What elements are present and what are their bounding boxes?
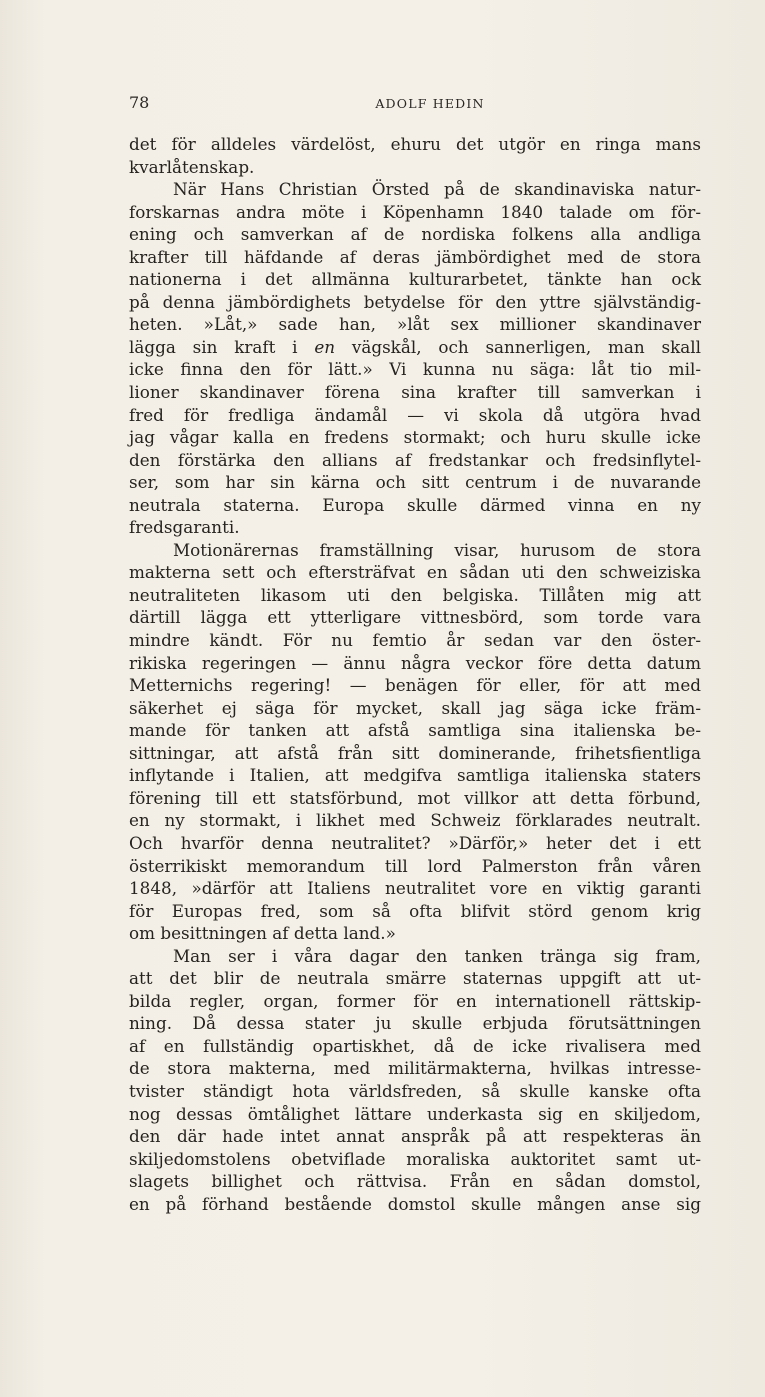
text-line: den där hade intet annat anspråk på att respekteras än	[129, 1126, 701, 1147]
text-line: af en fullständig opartiskhet, då de icke rivalisera med	[129, 1035, 701, 1056]
page-header	[129, 93, 701, 115]
text-line: de stora makterna, med militärmakterna, hvilkas intresse-	[129, 1058, 701, 1079]
text-line: ening och samverkan af de nordiska folkens alla andliga	[129, 224, 701, 245]
text-line: för Europas fred, som så ofta blifvit störd genom krig	[129, 900, 701, 921]
text-line: icke finna den för lätt.» Vi kunna nu säga: låt tio mil-	[129, 359, 701, 380]
text-line: lägga sin kraft i en vägskål, och sannerligen, man skall	[129, 336, 701, 357]
text-line: på denna jämbördighets betydelse för den yttre självständig-	[129, 291, 701, 312]
text-line: 1848, »därför att Italiens neutralitet vore en viktig garanti	[129, 878, 701, 899]
text-line: nationerna i det allmänna kulturarbetet, tänkte han ock	[129, 269, 701, 290]
text-line: att det blir de neutrala smärre staternas uppgift att ut-	[129, 968, 701, 989]
text-line: rikiska regeringen — ännu några veckor före detta datum	[129, 652, 701, 673]
text-line: fredsgaranti.	[129, 517, 240, 538]
text-line: den förstärka den allians af fredstankar och fredsinflytel-	[129, 449, 701, 470]
text-line: neutrala staterna. Europa skulle därmed vinna en ny	[129, 494, 701, 515]
page-number: 78	[129, 93, 150, 112]
running-head: ADOLF HEDIN	[375, 96, 485, 111]
text-line: en på förhand bestående domstol skulle mången anse sig	[129, 1193, 701, 1214]
text-line: forskarnas andra möte i Köpenhamn 1840 talade om för-	[129, 201, 701, 222]
text-line: Man ser i våra dagar den tanken tränga sig fram,	[173, 945, 701, 966]
text-line: slagets billighet och rättvisa. Från en sådan domstol,	[129, 1171, 701, 1192]
text-line: säkerhet ej säga för mycket, skall jag säga icke främ-	[129, 697, 701, 718]
text-line: förening till ett statsförbund, mot villkor att detta förbund,	[129, 787, 701, 808]
text-line: Motionärernas framställning visar, hurusom de stora	[173, 539, 701, 560]
text-line: fred för fredliga ändamål — vi skola då utgöra hvad	[129, 404, 701, 425]
text-line: Och hvarför denna neutralitet? »Därför,» heter det i ett	[129, 832, 701, 853]
text-line: Metternichs regering! — benägen för eller, för att med	[129, 675, 701, 696]
text-line: en ny stormakt, i likhet med Schweiz förklarades neutralt.	[129, 810, 701, 831]
text-line: om besittningen af detta land.»	[129, 923, 396, 944]
text-line: När Hans Christian Örsted på de skandinaviska natur-	[173, 179, 701, 200]
text-line: ning. Då dessa stater ju skulle erbjuda förutsättningen	[129, 1013, 701, 1034]
text-line: österrikiskt memorandum till lord Palmerston från våren	[129, 855, 701, 876]
body-text	[129, 133, 701, 1215]
text-line: tvister ständigt hota världsfreden, så skulle kanske ofta	[129, 1080, 701, 1101]
text-line: heten. »Låt,» sade han, »låt sex millioner skandinaver	[129, 314, 701, 335]
text-line: neutraliteten likasom uti den belgiska. Tillåten mig att	[129, 584, 701, 605]
text-line: kvarlåtenskap.	[129, 156, 255, 177]
text-line: sittningar, att afstå från sitt dominerande, frihetsfientliga	[129, 742, 701, 763]
text-line: mindre kändt. För nu femtio år sedan var den öster-	[129, 630, 701, 651]
text-line: lioner skandinaver förena sina krafter till samverkan i	[129, 382, 701, 403]
text-line: inflytande i Italien, att medgifva samtliga italienska staters	[129, 765, 701, 786]
text-line: mande för tanken att afstå samtliga sina italienska be-	[129, 720, 701, 741]
text-line: därtill lägga ett ytterligare vittnesbörd, som torde vara	[129, 607, 701, 628]
text-line: bilda regler, organ, former för en internationell rättskip-	[129, 990, 701, 1011]
text-line: det för alldeles värdelöst, ehuru det utgör en ringa mans	[129, 134, 701, 154]
text-line: skiljedomstolens obetviflade moraliska auktoritet samt ut-	[129, 1148, 701, 1169]
text-line: jag vågar kalla en fredens stormakt; och huru skulle icke	[129, 427, 701, 448]
text-line: krafter till häfdande af deras jämbördighet med de stora	[129, 246, 701, 267]
text-line: nog dessas ömtålighet lättare underkasta sig en skiljedom,	[129, 1103, 701, 1124]
text-line: makterna sett och eftersträfvat en sådan uti den schweiziska	[129, 562, 701, 583]
text-line: ser, som har sin kärna och sitt centrum i de nuvarande	[129, 472, 701, 493]
